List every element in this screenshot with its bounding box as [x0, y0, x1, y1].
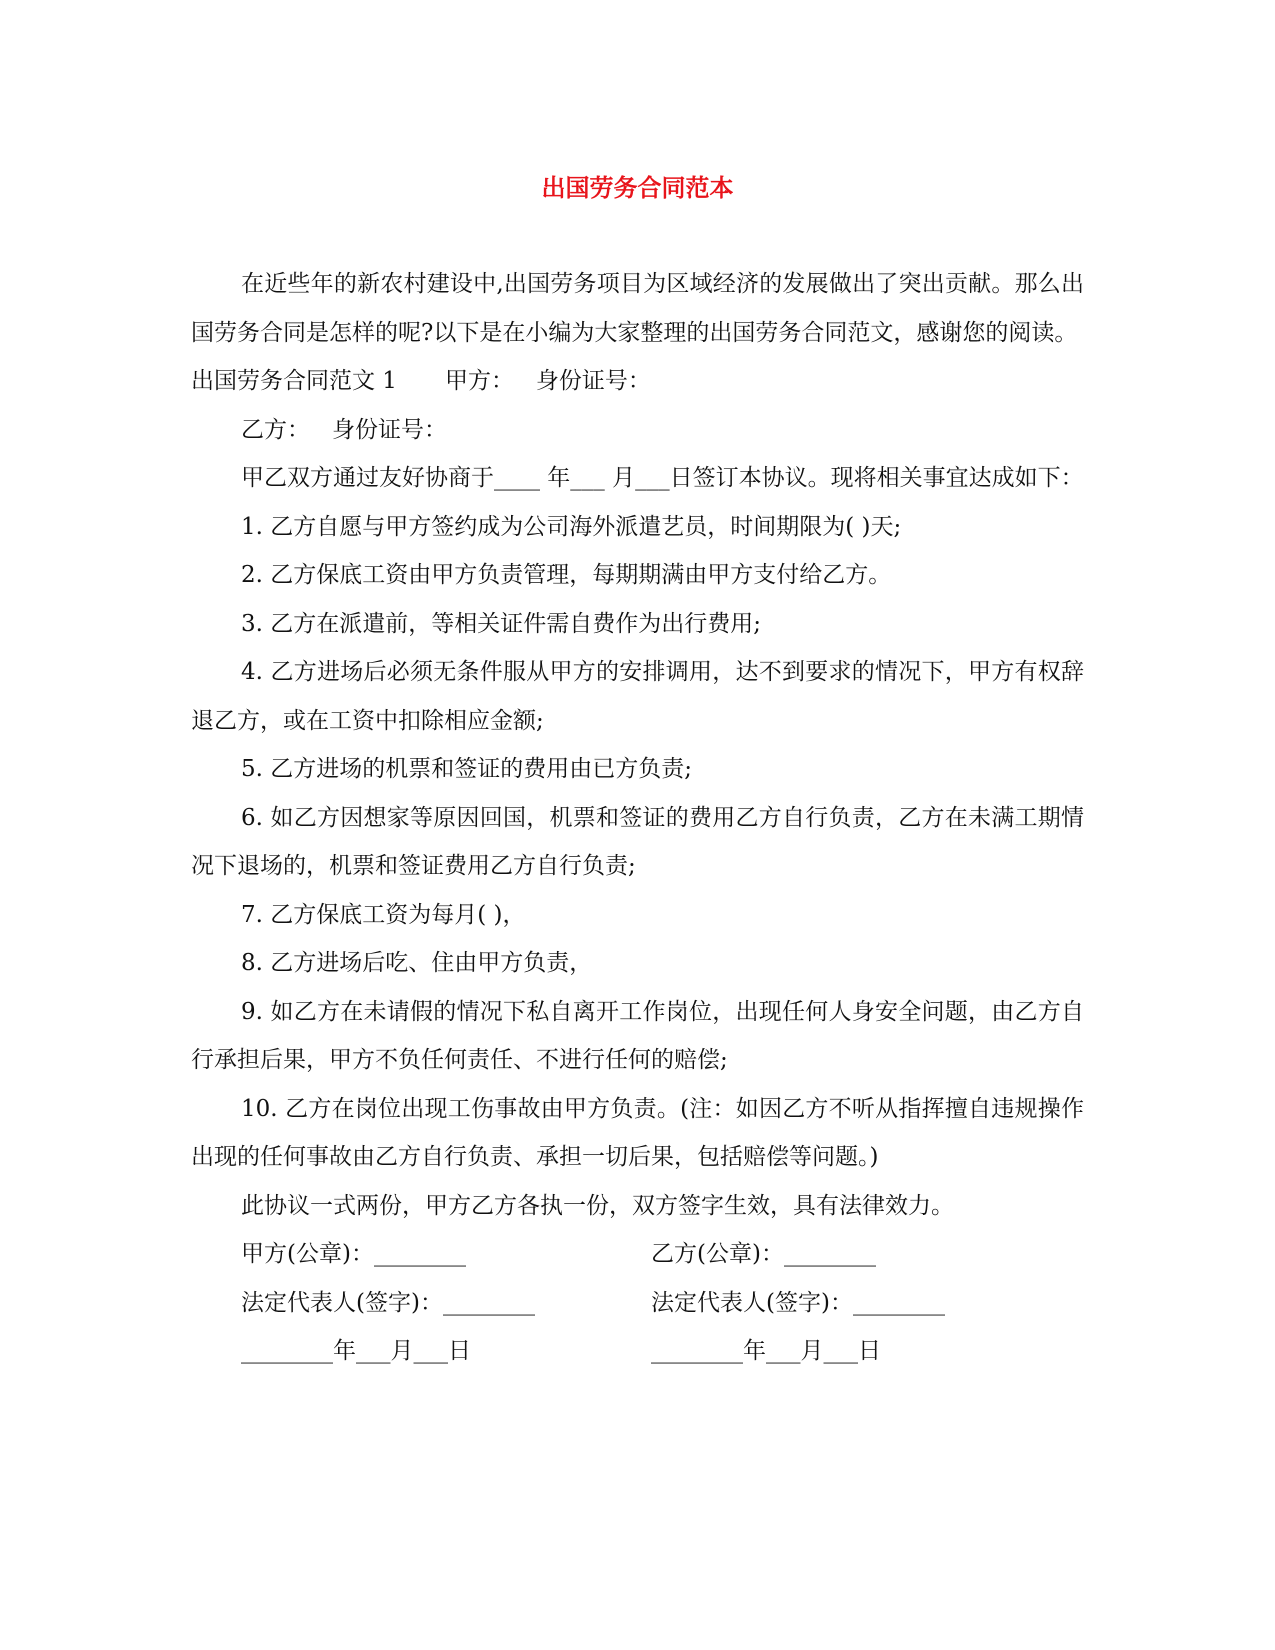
party-b-date-line: ________年___月___日	[651, 1338, 881, 1364]
party-b-id-label: 身份证号：	[331, 416, 447, 443]
clause-item: 2. 乙方保底工资由甲方负责管理，每期期满由甲方支付给乙方。	[241, 562, 892, 588]
party-a-date-line: ________年___月___日	[241, 1338, 471, 1364]
clause-item: 9. 如乙方在未请假的情况下私自离开工作岗位，出现任何人身安全问题，由乙方自行承担后果，甲方不负任何责任、不进行任何的赔偿;	[191, 998, 1084, 1073]
clause-item: 7. 乙方保底工资为每月( )，	[241, 901, 526, 928]
sample-label: 出国劳务合同范文 1	[191, 368, 397, 394]
party-a-representative-line: 法定代表人(签字)：________	[241, 1289, 535, 1316]
intro-paragraph: 在近些年的新农村建设中,出国劳务项目为区域经济的发展做出了突出贡献。那么出国劳务合同是怎样的呢?以下是在小编为大家整理的出国劳务合同范文，感谢您的阅读。	[191, 271, 1084, 346]
clause-item: 10. 乙方在岗位出现工伤事故由甲方负责。(注：如因乙方不听从指挥擅自违规操作出现的任何事故由乙方自行负责、承担一切后果，包括赔偿等问题。)	[191, 1095, 1084, 1170]
contract-heading-line	[191, 357, 1084, 406]
party-a-id-label: 身份证号：	[535, 368, 651, 394]
document-title: 出国劳务合同范本	[541, 173, 734, 202]
clause-item: 6. 如乙方因想家等原因回国，机票和签证的费用乙方自行负责，乙方在未满工期情况下退场的，机票和签证费用乙方自行负责;	[191, 804, 1084, 879]
clause-item: 8. 乙方进场后吃、住由甲方负责，	[241, 950, 593, 976]
party-a-label: 甲方：	[444, 368, 514, 394]
signature-row-date	[191, 1327, 1084, 1376]
document-body	[191, 260, 1084, 1376]
party-b-representative-line: 法定代表人(签字)：________	[651, 1289, 945, 1316]
clause-item: 5. 乙方进场的机票和签证的费用由已方负责;	[241, 756, 693, 782]
clause-item: 1. 乙方自愿与甲方签约成为公司海外派遣艺员，时间期限为( )天;	[241, 513, 902, 540]
party-b-seal-line: 乙方(公章)：________	[651, 1241, 876, 1267]
party-b-label: 乙方：	[241, 416, 310, 443]
agreement-paragraph: 甲乙双方通过友好协商于____ 年___ 月___日签订本协议。现将相关事宜达成如下：	[241, 465, 1084, 491]
clause-item: 3. 乙方在派遣前，等相关证件需自费作为出行费用;	[241, 610, 762, 637]
closing-paragraph: 此协议一式两份，甲方乙方各执一份，双方签字生效，具有法律效力。	[241, 1192, 954, 1219]
party-a-seal-line: 甲方(公章)：________	[241, 1241, 466, 1267]
party-b-line	[191, 406, 1084, 455]
clause-item: 4. 乙方进场后必须无条件服从甲方的安排调用，达不到要求的情况下，甲方有权辞退乙方，或在工资中扣除相应金额;	[191, 659, 1084, 734]
signature-row-seal	[191, 1230, 1084, 1279]
signature-row-representative	[191, 1279, 1084, 1328]
